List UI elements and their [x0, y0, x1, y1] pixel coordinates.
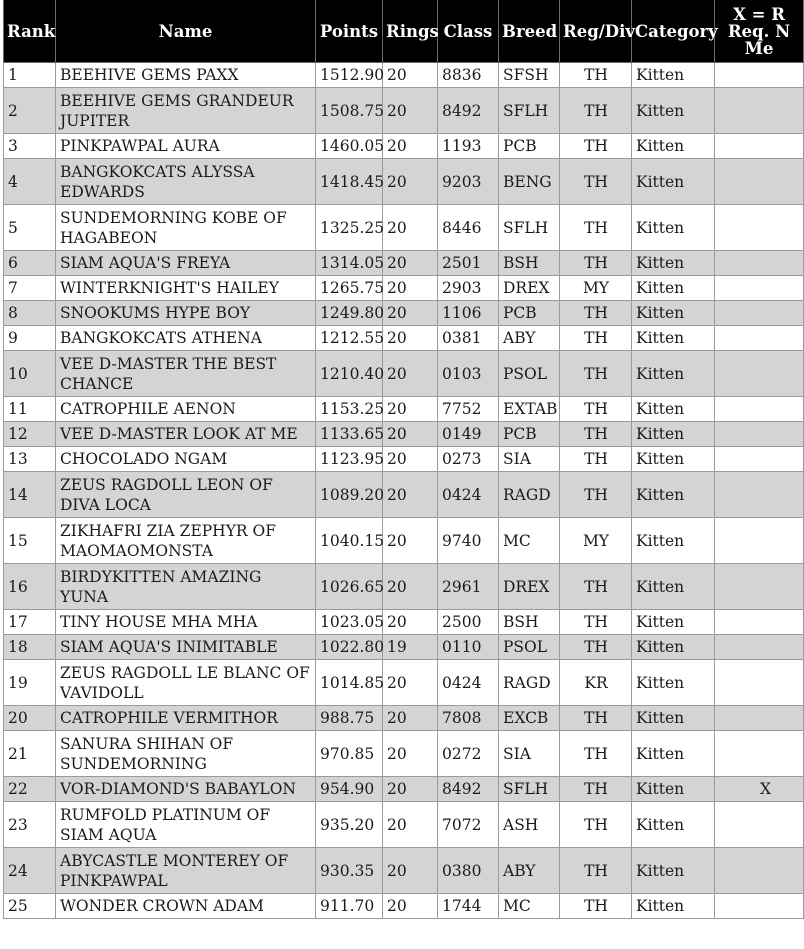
regdiv-cell: TH [560, 777, 632, 802]
category-cell: Kitten [632, 635, 715, 660]
category-cell: Kitten [632, 351, 715, 397]
points-cell: 1040.15 [316, 518, 383, 564]
category-cell: Kitten [632, 518, 715, 564]
category-cell: Kitten [632, 802, 715, 848]
x-required-cell [715, 706, 804, 731]
header-name: Name [56, 0, 316, 63]
table-row [4, 251, 804, 276]
x-required-cell [715, 472, 804, 518]
rank-cell: 20 [4, 706, 56, 731]
rings-cell: 20 [383, 706, 438, 731]
name-cell: ZEUS RAGDOLL LE BLANC OF VAVIDOLL [56, 660, 316, 706]
table-row [4, 88, 804, 134]
x-required-cell [715, 848, 804, 894]
x-required-cell [715, 205, 804, 251]
category-cell: Kitten [632, 88, 715, 134]
rank-cell: 21 [4, 731, 56, 777]
regdiv-cell: TH [560, 564, 632, 610]
regdiv-cell: TH [560, 205, 632, 251]
regdiv-cell: MY [560, 518, 632, 564]
category-cell: Kitten [632, 706, 715, 731]
breed-cell: DREX [499, 564, 560, 610]
name-cell: BANGKOKCATS ATHENA [56, 326, 316, 351]
rings-cell: 20 [383, 472, 438, 518]
class-cell: 2500 [438, 610, 499, 635]
rank-cell: 14 [4, 472, 56, 518]
points-cell: 1212.55 [316, 326, 383, 351]
table-body [4, 63, 804, 919]
breed-cell: SIA [499, 447, 560, 472]
points-cell: 1153.25 [316, 397, 383, 422]
x-required-cell [715, 422, 804, 447]
class-cell: 8492 [438, 88, 499, 134]
table-row [4, 301, 804, 326]
class-cell: 8836 [438, 63, 499, 88]
x-required-cell [715, 894, 804, 919]
name-cell: BEEHIVE GEMS GRANDEUR JUPITER [56, 88, 316, 134]
breed-cell: DREX [499, 276, 560, 301]
category-cell: Kitten [632, 472, 715, 518]
name-cell: SANURA SHIHAN OF SUNDEMORNING [56, 731, 316, 777]
name-cell: ZEUS RAGDOLL LEON OF DIVA LOCA [56, 472, 316, 518]
table-row [4, 518, 804, 564]
breed-cell: PSOL [499, 635, 560, 660]
breed-cell: RAGD [499, 660, 560, 706]
rank-cell: 4 [4, 159, 56, 205]
class-cell: 0380 [438, 848, 499, 894]
table-row [4, 397, 804, 422]
class-cell: 8446 [438, 205, 499, 251]
points-cell: 988.75 [316, 706, 383, 731]
table-row [4, 159, 804, 205]
name-cell: TINY HOUSE MHA MHA [56, 610, 316, 635]
name-cell: SUNDEMORNING KOBE OF HAGABEON [56, 205, 316, 251]
category-cell: Kitten [632, 251, 715, 276]
x-required-cell [715, 301, 804, 326]
regdiv-cell: KR [560, 660, 632, 706]
name-cell: RUMFOLD PLATINUM OF SIAM AQUA [56, 802, 316, 848]
rings-cell: 19 [383, 635, 438, 660]
x-required-cell [715, 159, 804, 205]
name-cell: SIAM AQUA'S INIMITABLE [56, 635, 316, 660]
rings-cell: 20 [383, 564, 438, 610]
category-cell: Kitten [632, 731, 715, 777]
category-cell: Kitten [632, 63, 715, 88]
x-required-cell [715, 518, 804, 564]
name-cell: BIRDYKITTEN AMAZING YUNA [56, 564, 316, 610]
regdiv-cell: TH [560, 731, 632, 777]
breed-cell: SIA [499, 731, 560, 777]
regdiv-cell: TH [560, 351, 632, 397]
table-row [4, 472, 804, 518]
points-cell: 1508.75 [316, 88, 383, 134]
rank-cell: 24 [4, 848, 56, 894]
rank-cell: 22 [4, 777, 56, 802]
breed-cell: RAGD [499, 472, 560, 518]
x-required-cell [715, 610, 804, 635]
name-cell: VOR-DIAMOND'S BABAYLON [56, 777, 316, 802]
breed-cell: BENG [499, 159, 560, 205]
category-cell: Kitten [632, 276, 715, 301]
x-required-cell [715, 447, 804, 472]
rank-cell: 8 [4, 301, 56, 326]
rank-cell: 5 [4, 205, 56, 251]
class-cell: 2903 [438, 276, 499, 301]
breed-cell: PCB [499, 134, 560, 159]
header-x-line3: Me [744, 38, 774, 58]
header-rank: Rank [4, 0, 56, 63]
regdiv-cell: TH [560, 848, 632, 894]
category-cell: Kitten [632, 447, 715, 472]
table-row [4, 635, 804, 660]
x-required-cell [715, 88, 804, 134]
table-row [4, 610, 804, 635]
rings-cell: 20 [383, 422, 438, 447]
regdiv-cell: TH [560, 397, 632, 422]
rings-cell: 20 [383, 660, 438, 706]
rings-cell: 20 [383, 159, 438, 205]
category-cell: Kitten [632, 159, 715, 205]
category-cell: Kitten [632, 326, 715, 351]
breed-cell: SFLH [499, 777, 560, 802]
rank-cell: 17 [4, 610, 56, 635]
x-required-cell [715, 351, 804, 397]
regdiv-cell: TH [560, 251, 632, 276]
name-cell: BANGKOKCATS ALYSSA EDWARDS [56, 159, 316, 205]
x-required-cell [715, 731, 804, 777]
points-cell: 911.70 [316, 894, 383, 919]
rank-cell: 25 [4, 894, 56, 919]
breed-cell: ABY [499, 848, 560, 894]
table-row [4, 326, 804, 351]
points-cell: 1460.05 [316, 134, 383, 159]
rank-cell: 23 [4, 802, 56, 848]
regdiv-cell: TH [560, 63, 632, 88]
table-row [4, 731, 804, 777]
category-cell: Kitten [632, 777, 715, 802]
category-cell: Kitten [632, 301, 715, 326]
table-row [4, 422, 804, 447]
rings-cell: 20 [383, 351, 438, 397]
x-required-cell: X [715, 777, 804, 802]
header-category: Category [632, 0, 715, 63]
category-cell: Kitten [632, 848, 715, 894]
header-breed: Breed [499, 0, 560, 63]
class-cell: 0103 [438, 351, 499, 397]
category-cell: Kitten [632, 660, 715, 706]
rings-cell: 20 [383, 251, 438, 276]
rank-cell: 11 [4, 397, 56, 422]
class-cell: 7808 [438, 706, 499, 731]
class-cell: 2961 [438, 564, 499, 610]
table-row [4, 134, 804, 159]
points-cell: 1123.95 [316, 447, 383, 472]
class-cell: 1193 [438, 134, 499, 159]
points-cell: 1026.65 [316, 564, 383, 610]
x-required-cell [715, 326, 804, 351]
rank-cell: 18 [4, 635, 56, 660]
x-required-cell [715, 63, 804, 88]
regdiv-cell: TH [560, 134, 632, 159]
name-cell: ZIKHAFRI ZIA ZEPHYR OF MAOMAOMONSTA [56, 518, 316, 564]
rank-cell: 19 [4, 660, 56, 706]
name-cell: SIAM AQUA'S FREYA [56, 251, 316, 276]
rank-cell: 1 [4, 63, 56, 88]
points-cell: 1133.65 [316, 422, 383, 447]
x-required-cell [715, 251, 804, 276]
header-regdiv: Reg/Div [560, 0, 632, 63]
name-cell: WONDER CROWN ADAM [56, 894, 316, 919]
table-row [4, 894, 804, 919]
class-cell: 9740 [438, 518, 499, 564]
regdiv-cell: TH [560, 635, 632, 660]
points-cell: 1325.25 [316, 205, 383, 251]
rank-cell: 2 [4, 88, 56, 134]
regdiv-cell: TH [560, 706, 632, 731]
class-cell: 0272 [438, 731, 499, 777]
name-cell: CATROPHILE AENON [56, 397, 316, 422]
header-class: Class [438, 0, 499, 63]
points-cell: 1023.05 [316, 610, 383, 635]
name-cell: PINKPAWPAL AURA [56, 134, 316, 159]
breed-cell: PSOL [499, 351, 560, 397]
category-cell: Kitten [632, 564, 715, 610]
breed-cell: MC [499, 518, 560, 564]
rings-cell: 20 [383, 276, 438, 301]
class-cell: 8492 [438, 777, 499, 802]
class-cell: 1106 [438, 301, 499, 326]
regdiv-cell: TH [560, 159, 632, 205]
rings-cell: 20 [383, 301, 438, 326]
table-row [4, 777, 804, 802]
table-row [4, 802, 804, 848]
class-cell: 0149 [438, 422, 499, 447]
points-cell: 1022.80 [316, 635, 383, 660]
rank-cell: 7 [4, 276, 56, 301]
table-row [4, 63, 804, 88]
points-cell: 1314.05 [316, 251, 383, 276]
breed-cell: EXCB [499, 706, 560, 731]
name-cell: CHOCOLADO NGAM [56, 447, 316, 472]
breed-cell: BSH [499, 251, 560, 276]
rank-cell: 15 [4, 518, 56, 564]
rank-cell: 9 [4, 326, 56, 351]
rank-cell: 10 [4, 351, 56, 397]
regdiv-cell: TH [560, 88, 632, 134]
x-required-cell [715, 397, 804, 422]
class-cell: 0381 [438, 326, 499, 351]
points-cell: 1249.80 [316, 301, 383, 326]
class-cell: 1744 [438, 894, 499, 919]
name-cell: VEE D-MASTER LOOK AT ME [56, 422, 316, 447]
category-cell: Kitten [632, 205, 715, 251]
breed-cell: SFSH [499, 63, 560, 88]
table-row [4, 351, 804, 397]
rings-cell: 20 [383, 205, 438, 251]
points-cell: 970.85 [316, 731, 383, 777]
table-row [4, 848, 804, 894]
rankings-table [3, 0, 804, 919]
breed-cell: SFLH [499, 88, 560, 134]
regdiv-cell: TH [560, 447, 632, 472]
name-cell: VEE D-MASTER THE BEST CHANCE [56, 351, 316, 397]
header-rings: Rings [383, 0, 438, 63]
table-row [4, 447, 804, 472]
points-cell: 930.35 [316, 848, 383, 894]
rings-cell: 20 [383, 518, 438, 564]
class-cell: 7072 [438, 802, 499, 848]
breed-cell: ASH [499, 802, 560, 848]
points-cell: 1014.85 [316, 660, 383, 706]
x-required-cell [715, 276, 804, 301]
table-row [4, 564, 804, 610]
header-x-line1: X = R [733, 4, 785, 24]
header-x-required [715, 0, 804, 63]
table-row [4, 660, 804, 706]
breed-cell: SFLH [499, 205, 560, 251]
category-cell: Kitten [632, 610, 715, 635]
regdiv-cell: TH [560, 472, 632, 518]
rank-cell: 13 [4, 447, 56, 472]
x-required-cell [715, 564, 804, 610]
class-cell: 0424 [438, 660, 499, 706]
name-cell: SNOOKUMS HYPE BOY [56, 301, 316, 326]
breed-cell: BSH [499, 610, 560, 635]
category-cell: Kitten [632, 397, 715, 422]
name-cell: ABYCASTLE MONTEREY OF PINKPAWPAL [56, 848, 316, 894]
breed-cell: EXTAB [499, 397, 560, 422]
name-cell: CATROPHILE VERMITHOR [56, 706, 316, 731]
x-required-cell [715, 635, 804, 660]
rings-cell: 20 [383, 777, 438, 802]
class-cell: 0110 [438, 635, 499, 660]
regdiv-cell: MY [560, 276, 632, 301]
points-cell: 954.90 [316, 777, 383, 802]
x-required-cell [715, 660, 804, 706]
points-cell: 935.20 [316, 802, 383, 848]
regdiv-cell: TH [560, 301, 632, 326]
rings-cell: 20 [383, 848, 438, 894]
table-row [4, 205, 804, 251]
breed-cell: PCB [499, 301, 560, 326]
rings-cell: 20 [383, 63, 438, 88]
points-cell: 1418.45 [316, 159, 383, 205]
table-row [4, 706, 804, 731]
header-x-line2: Req. N [727, 21, 791, 41]
rings-cell: 20 [383, 802, 438, 848]
class-cell: 2501 [438, 251, 499, 276]
rings-cell: 20 [383, 134, 438, 159]
rings-cell: 20 [383, 731, 438, 777]
name-cell: BEEHIVE GEMS PAXX [56, 63, 316, 88]
rings-cell: 20 [383, 88, 438, 134]
class-cell: 0273 [438, 447, 499, 472]
points-cell: 1512.90 [316, 63, 383, 88]
rank-cell: 12 [4, 422, 56, 447]
x-required-cell [715, 802, 804, 848]
regdiv-cell: TH [560, 610, 632, 635]
class-cell: 7752 [438, 397, 499, 422]
rank-cell: 3 [4, 134, 56, 159]
category-cell: Kitten [632, 894, 715, 919]
rings-cell: 20 [383, 447, 438, 472]
rings-cell: 20 [383, 894, 438, 919]
breed-cell: PCB [499, 422, 560, 447]
name-cell: WINTERKNIGHT'S HAILEY [56, 276, 316, 301]
class-cell: 0424 [438, 472, 499, 518]
regdiv-cell: TH [560, 326, 632, 351]
breed-cell: ABY [499, 326, 560, 351]
points-cell: 1265.75 [316, 276, 383, 301]
category-cell: Kitten [632, 422, 715, 447]
regdiv-cell: TH [560, 894, 632, 919]
regdiv-cell: TH [560, 802, 632, 848]
rank-cell: 16 [4, 564, 56, 610]
rank-cell: 6 [4, 251, 56, 276]
x-required-cell [715, 134, 804, 159]
category-cell: Kitten [632, 134, 715, 159]
header-row [4, 0, 804, 63]
breed-cell: MC [499, 894, 560, 919]
rings-cell: 20 [383, 326, 438, 351]
table-row [4, 276, 804, 301]
rings-cell: 20 [383, 610, 438, 635]
rings-cell: 20 [383, 397, 438, 422]
points-cell: 1089.20 [316, 472, 383, 518]
class-cell: 9203 [438, 159, 499, 205]
regdiv-cell: TH [560, 422, 632, 447]
points-cell: 1210.40 [316, 351, 383, 397]
header-points: Points [316, 0, 383, 63]
